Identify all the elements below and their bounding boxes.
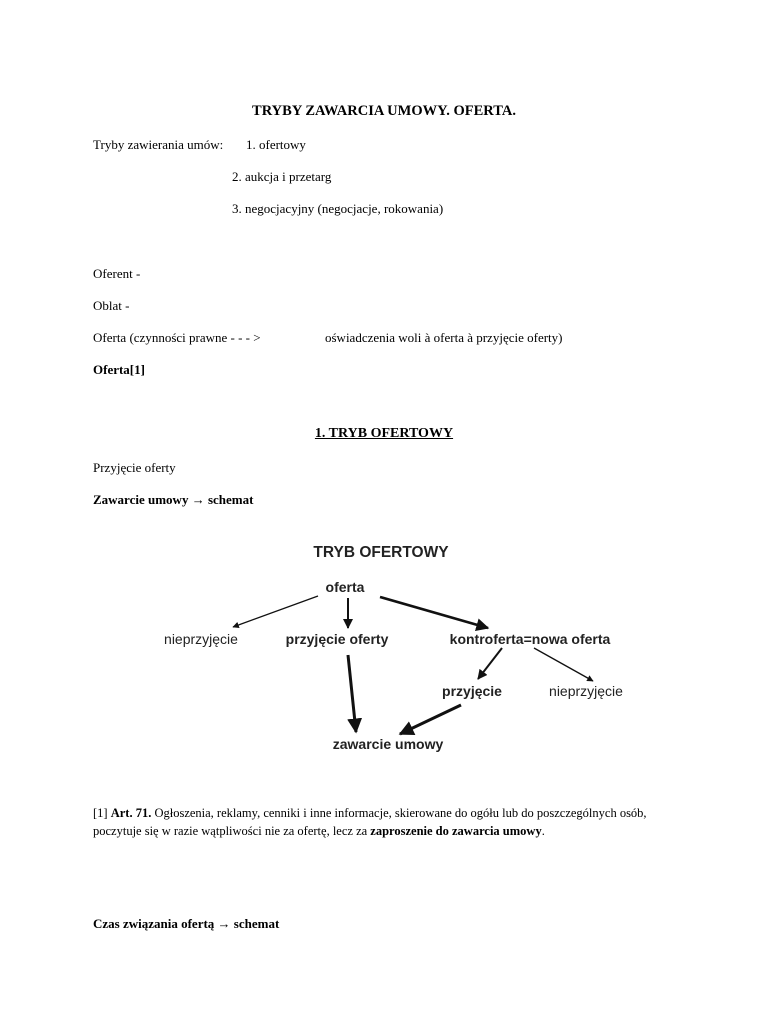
czas-zwiazania-line: Czas związania ofertą → schemat (93, 916, 280, 931)
node-nieprzyjecie-right: nieprzyjęcie (549, 683, 623, 699)
page-title: TRYBY ZAWARCIA UMOWY. OFERTA. (252, 103, 516, 119)
node-przyjecie: przyjęcie (442, 683, 502, 699)
oblat-line: Oblat - (93, 298, 130, 313)
mode-item-3: 3. negocjacyjny (negocjacje, rokowania) (232, 201, 444, 216)
mode-item-2: 2. aukcja i przetarg (232, 169, 332, 184)
arrow-kontroferta-to-nieprzyjecie (534, 648, 593, 681)
arrow-przyjecie-oferty-to-zawarcie (348, 655, 356, 732)
arrow-kontroferta-to-przyjecie (478, 648, 502, 679)
arrow-przyjecie-to-zawarcie (400, 705, 461, 734)
zawarcie-umowy-line: Zawarcie umowy → schemat (93, 492, 254, 507)
diagram-title: TRYB OFERTOWY (313, 544, 449, 561)
przyjecie-oferty-line: Przyjęcie oferty (93, 460, 176, 475)
footnote-text: Ogłoszenia, reklamy, cenniki i inne informacje, skierowane do ogółu lub do poszczególnych osób, poczytuje się w razie wątpliwości nie za ofertę, lecz za (93, 806, 647, 838)
oferta-line-right: oświadczenia woli à oferta à przyjęcie oferty) (325, 330, 563, 345)
node-zawarcie-umowy: zawarcie umowy (332, 736, 444, 752)
node-oferta: oferta (325, 579, 365, 595)
oferent-line: Oferent - (93, 266, 141, 281)
footnote-article: Art. 71. (110, 806, 152, 820)
section-title: 1. TRYB OFERTOWY (314, 426, 454, 441)
footnote-end: . (541, 824, 545, 838)
mode-item-1: 1. ofertowy (246, 137, 306, 152)
footnote-marker: [1] (93, 806, 108, 820)
footnote-bold-phrase: zaproszenie do zawarcia umowy (370, 824, 542, 838)
node-przyjecie-oferty: przyjęcie oferty (285, 631, 389, 647)
node-nieprzyjecie-left: nieprzyjęcie (164, 631, 238, 647)
oferta-reference: Oferta[1] (93, 362, 145, 377)
modes-label: Tryby zawierania umów: (93, 137, 224, 152)
node-kontroferta: kontroferta=nowa oferta (449, 631, 611, 647)
footnote (93, 804, 683, 840)
oferta-line-left: Oferta (czynności prawne - - - > (93, 330, 261, 345)
arrow-oferta-to-nieprzyjecie (233, 596, 318, 627)
arrow-oferta-to-kontroferta (380, 597, 488, 628)
